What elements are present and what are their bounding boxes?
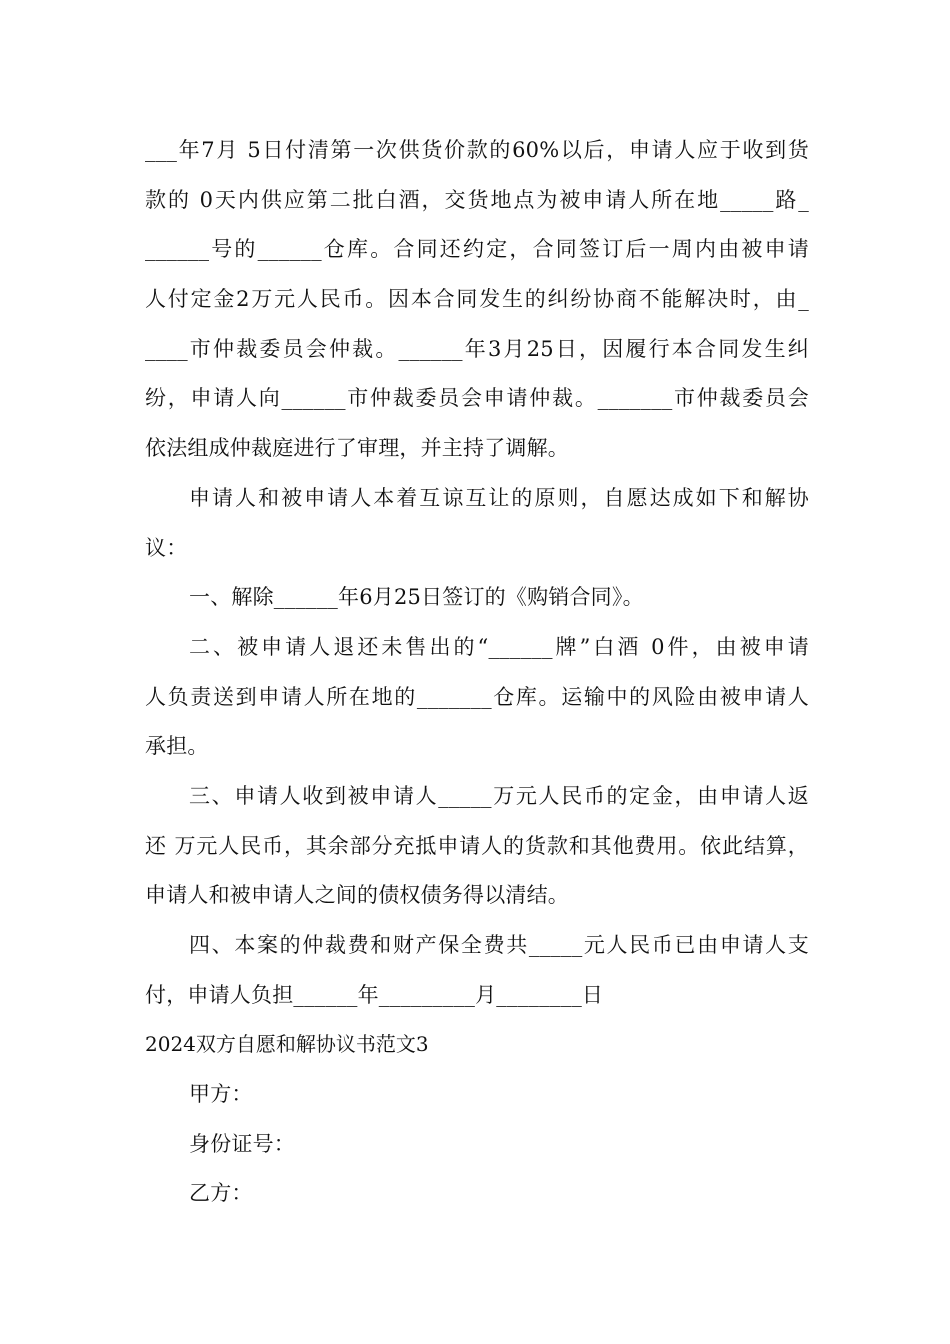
clause-three-line: 申请人和被申请人之间的债权债务得以清结。 [145,883,569,908]
party-a-field: 甲方： [189,1082,253,1107]
paragraph-line: 议： [145,535,188,560]
clause-three-line: 还 万元人民币，其余部分充抵申请人的货款和其他费用。依此结算， [145,833,809,858]
clause-two-line: 二、被申请人退还未售出的“______牌”白酒 0件，由被申请 [189,634,809,659]
clause-two-line: 承担。 [145,734,209,759]
paragraph-line: 款的 0天内供应第二批白酒，交货地点为被申请人所在地_____路_ [145,187,809,212]
id-number-field: 身份证号： [189,1131,295,1156]
party-b-field: 乙方： [189,1181,253,1206]
section-heading: 2024双方自愿和解协议书范文3 [145,1032,429,1057]
clause-two-line: 人负责送到申请人所在地的_______仓库。运输中的风险由被申请人 [145,684,809,709]
clause-four-line: 付，申请人负担______年_________月________日 [145,982,604,1007]
paragraph-line: 依法组成仲裁庭进行了审理，并主持了调解。 [145,436,569,461]
paragraph-line: 人付定金2万元人民币。因本合同发生的纠纷协商不能解决时，由_ [145,287,809,312]
document-page [145,126,809,1219]
clause-one: 一、解除______年6月25日签订的《购销合同》。 [189,585,644,610]
paragraph-line: 纷，申请人向______市仲裁委员会申请仲裁。_______市仲裁委员会 [145,386,809,411]
clause-four-line: 四、本案的仲裁费和财产保全费共_____元人民币已由申请人支 [189,933,809,957]
paragraph-line: ___年7月 5日付清第一次供货价款的60%以后，申请人应于收到货 [145,138,809,162]
paragraph-line: ______号的______仓库。合同还约定，合同签订后一周内由被申请 [145,237,809,262]
paragraph-line: 申请人和被申请人本着互谅互让的原则，自愿达成如下和解协 [189,485,809,510]
paragraph-line: ____市仲裁委员会仲裁。______年3月25日，因履行本合同发生纠 [145,336,809,361]
clause-three-line: 三、申请人收到被申请人_____万元人民币的定金，由申请人返 [189,783,809,808]
